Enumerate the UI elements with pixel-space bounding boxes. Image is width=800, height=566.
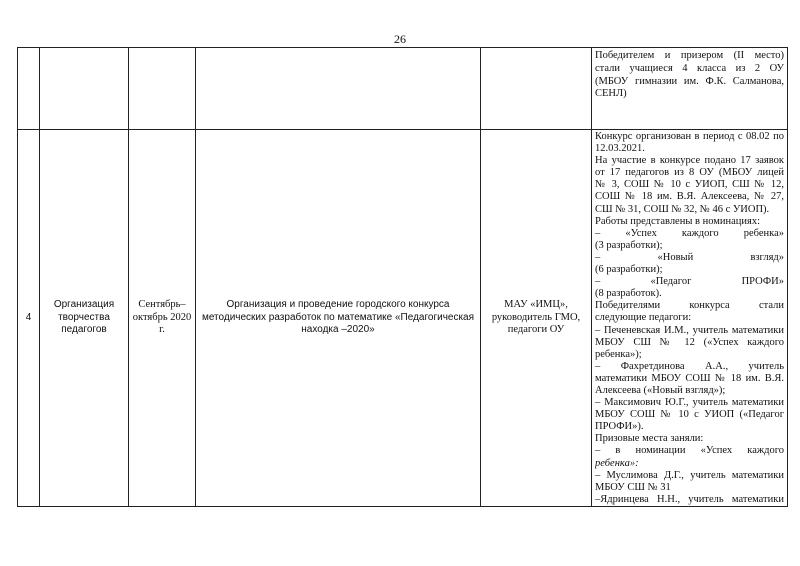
result-line: ребенка»: [595,457,639,469]
cell-num: 4 [18,130,40,507]
result-line: (8 разработок). [595,288,662,300]
result-line: – «Педагог ПРОФИ» [595,276,784,288]
result-line: (МБОУ гимназии им. Ф.К. Салманова, [595,75,784,87]
cell-num [18,48,40,130]
cell-direction: Организация творчества педагогов [40,130,129,507]
result-line: Призовые места заняли: [595,433,704,445]
cell-period [129,48,196,130]
cell-responsible: МАУ «ИМЦ», руководитель ГМО, педагоги ОУ [481,130,592,507]
result-line: ребенка»); [595,348,642,360]
result-line: – «Новый взгляд» [595,251,784,263]
page-number: 26 [394,32,406,46]
result-line: МБОУ СОШ № 10 с УИОП («Педагог [595,409,784,421]
result-line: МБОУ СШ № 31 [595,481,671,493]
result-line: от 17 педагогов из 8 ОУ (МБОУ лицей [595,167,784,179]
result-line: Победителями конкурса стали [595,300,784,312]
table-row [18,48,788,130]
cell-direction [40,48,129,130]
result-line: Алексеева («Новый взгляд»); [595,384,726,396]
result-line: –Ядринцева Н.Н., учитель математики [595,493,784,505]
table-row [18,130,788,507]
result-line: (3 разработки); [595,239,663,251]
result-line: На участие в конкурсе подано 17 заявок [595,155,784,167]
result-line: Конкурс организован в период с 08.02 по [595,131,784,142]
result-line: следующие педагоги: [595,312,692,324]
cell-result [592,48,788,130]
activity-table [17,47,788,507]
result-line: СЕНЛ) [595,88,627,100]
result-line: СШ № 31, СОШ № 32, № 46 с УИОП). [595,203,770,215]
result-line: СОШ № 18 им. В.Я. Алексеева, № 27, [595,191,784,203]
result-line: ПРОФИ»). [595,421,644,433]
result-line: № 3, СОШ № 10 с УИОП, СШ № 12, [595,179,784,191]
result-line: – Печеневская И.М., учитель математики [595,324,784,336]
result-line: – Фахретдинова А.А., учитель [595,360,784,372]
result-line: – Максимович Ю.Г., учитель математики [595,397,784,409]
result-line: МБОУ СШ № 12 («Успех каждого [595,336,784,348]
result-line: – в номинации «Успех каждого [595,445,784,457]
cell-event: Организация и проведение городского конкурса методических разработок по математике «Педагогическая находка –2020» [196,130,481,507]
cell-period: Сентябрь–октябрь 2020 г. [129,130,196,507]
result-line: – Муслимова Д.Г., учитель математики [595,469,784,481]
result-line: математики МБОУ СОШ № 18 им. В.Я. [595,372,784,384]
result-line: (6 разработки); [595,264,663,276]
result-line: – «Успех каждого ребенка» [595,227,784,239]
result-line: 12.03.2021. [595,143,645,155]
cell-event [196,48,481,130]
result-line: Работы представлены в номинациях: [595,215,761,227]
cell-result [592,130,788,507]
result-line: Победителем и призером (II место) [595,50,784,61]
cell-responsible [481,48,592,130]
result-line: стали учащиеся 4 класса из 2 ОУ [595,62,784,74]
